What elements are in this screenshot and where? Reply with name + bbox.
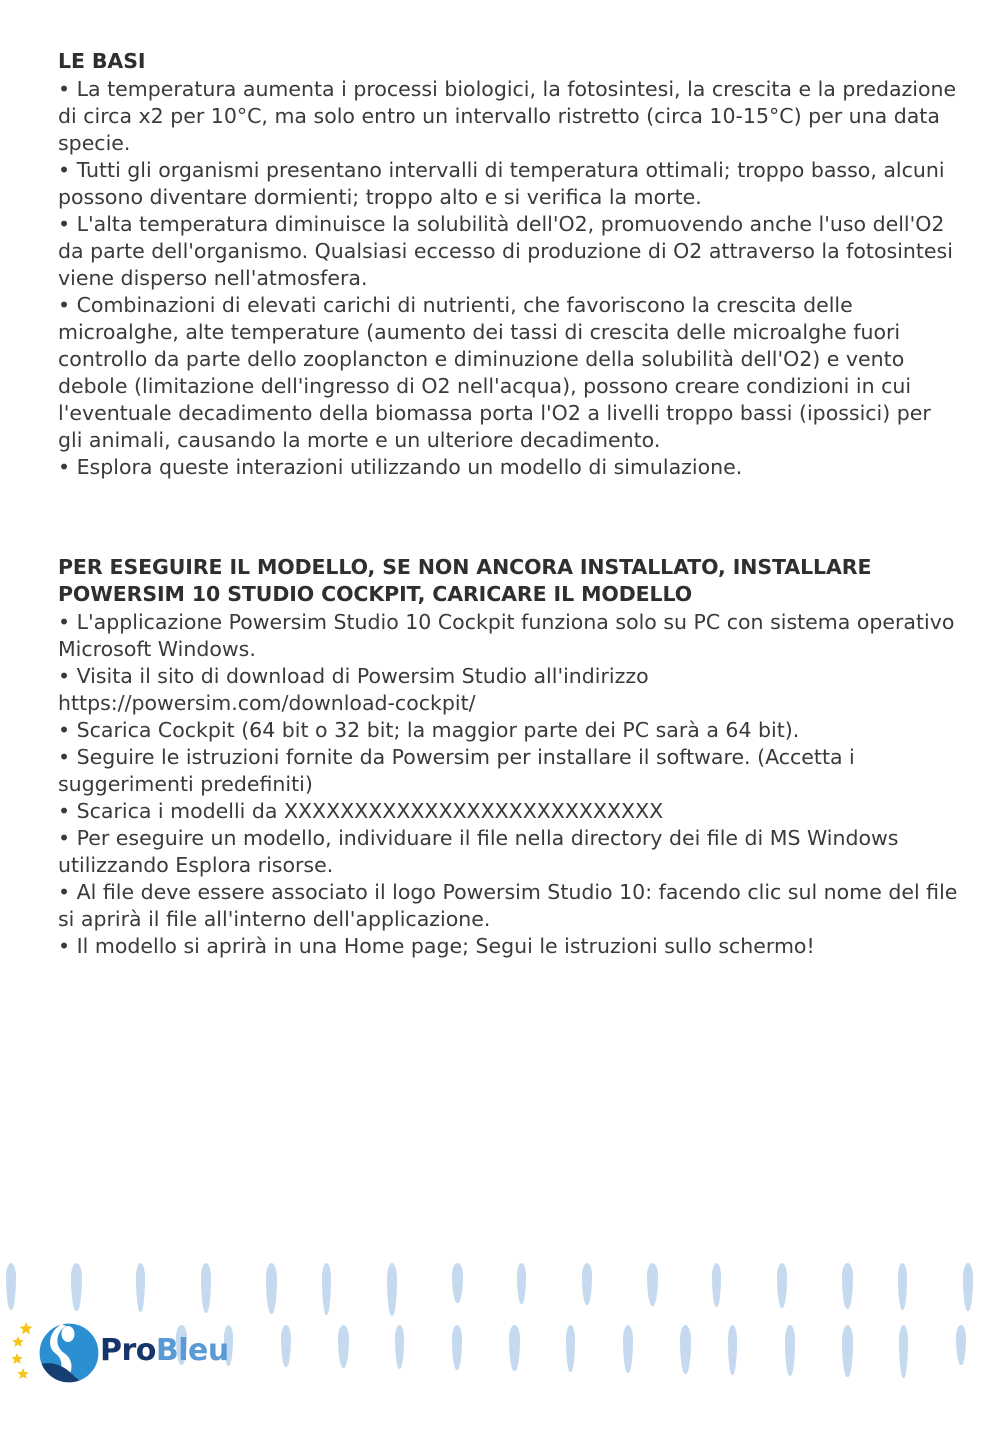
water-droplet-icon — [785, 1325, 795, 1376]
water-droplet-icon — [777, 1263, 787, 1308]
water-droplet-icon — [6, 1263, 16, 1310]
water-droplet-icon — [712, 1263, 721, 1307]
list-item: • La temperatura aumenta i processi biologici, la fotosintesi, la crescita e la predazione di circa x2 per 10°C, ma solo entro un intervallo ristretto (circa 10-15°C) per una data specie. — [58, 77, 957, 155]
water-droplet-icon — [899, 1325, 908, 1378]
water-droplet-icon — [728, 1325, 737, 1375]
water-droplet-icon — [201, 1263, 211, 1313]
section-title-le-basi: LE BASI — [58, 49, 146, 73]
water-droplet-icon — [898, 1263, 907, 1310]
probleu-circular-emblem-icon — [38, 1320, 100, 1386]
water-droplet-icon — [395, 1325, 404, 1369]
water-droplet-icon — [842, 1325, 853, 1377]
water-droplet-icon — [322, 1263, 331, 1315]
section-title-installazione: PER ESEGUIRE IL MODELLO, SE NON ANCORA INSTALLATO, INSTALLARE POWERSIM 10 STUDIO COCKPIT, CARICARE IL MODELLO — [58, 555, 872, 606]
water-droplet-icon — [963, 1263, 973, 1311]
list-item: • L'alta temperatura diminuisce la solubilità dell'O2, promuovendo anche l'uso dell'O2 da parte dell'organismo. Qualsiasi eccesso di produzione di O2 attraverso la fotosintesi viene disperso nell'atmosfera. — [58, 212, 953, 290]
water-droplet-icon — [647, 1263, 658, 1306]
water-droplet-icon — [338, 1325, 349, 1368]
water-droplet-icon — [956, 1325, 966, 1365]
water-droplet-icon — [452, 1325, 462, 1370]
water-droplet-icon — [566, 1325, 575, 1372]
water-droplet-icon — [452, 1263, 463, 1303]
list-item: • Tutti gli organismi presentano intervalli di temperatura ottimali; troppo basso, alcuni possono diventare dormienti; troppo alto e si verifica la morte. — [58, 158, 945, 209]
logo-word-pro: Pro — [100, 1333, 156, 1368]
list-item: • Il modello si aprirà in una Home page; Segui le istruzioni sullo schermo! — [58, 934, 815, 958]
probleu-logo — [12, 1316, 229, 1392]
droplet-decoration-row-top — [0, 1263, 1000, 1323]
list-item: • Visita il sito di download di Powersim Studio all'indirizzo https://powersim.com/download-cockpit/ — [58, 664, 649, 715]
water-droplet-icon — [582, 1263, 592, 1305]
water-droplet-icon — [387, 1263, 397, 1316]
list-item: • L'applicazione Powersim Studio 10 Cockpit funziona solo su PC con sistema operativo Microsoft Windows. — [58, 610, 955, 661]
list-item: • Scarica i modelli da XXXXXXXXXXXXXXXXXXXXXXXXXXX — [58, 799, 664, 823]
list-item: • Scarica Cockpit (64 bit o 32 bit; la maggior parte dei PC sarà a 64 bit). — [58, 718, 800, 742]
section-spacer — [58, 481, 958, 554]
water-droplet-icon — [509, 1325, 520, 1371]
water-droplet-icon — [71, 1263, 82, 1311]
list-item: • Al file deve essere associato il logo Powersim Studio 10: facendo clic sul nome del file si aprirà il file all'interno dell'applicazione. — [58, 880, 958, 931]
water-droplet-icon — [842, 1263, 853, 1309]
water-droplet-icon — [136, 1263, 145, 1312]
water-droplet-icon — [517, 1263, 526, 1304]
document-content — [58, 48, 958, 960]
list-item: • Combinazioni di elevati carichi di nutrienti, che favoriscono la crescita delle microalghe, alte temperature (aumento dei tassi di crescita delle microalghe fuori controllo da parte dello zooplancton e diminuzione della solubilità dell'O2) e vento debole (limitazione dell'ingresso di O2 nell'acqua), possono creare condizioni in cui l'eventuale decadimento della biomassa porta l'O2 a livelli troppo bassi (ipossici) per gli animali, causando la morte e un ulteriore decadimento. — [58, 293, 931, 452]
list-item: • Per eseguire un modello, individuare il file nella directory dei file di MS Windows utilizzando Esplora risorse. — [58, 826, 899, 877]
water-droplet-icon — [680, 1325, 691, 1374]
eu-stars-icon — [12, 1322, 38, 1380]
list-item: • Esplora queste interazioni utilizzando un modello di simulazione. — [58, 455, 743, 479]
water-droplet-icon — [266, 1263, 277, 1314]
logo-word-bleu: Bleu — [155, 1333, 229, 1368]
list-item: • Seguire le istruzioni fornite da Powersim per installare il software. (Accetta i suggerimenti predefiniti) — [58, 745, 855, 796]
water-droplet-icon — [623, 1325, 633, 1373]
water-droplet-icon — [281, 1325, 291, 1367]
probleu-wordmark — [100, 1334, 229, 1368]
